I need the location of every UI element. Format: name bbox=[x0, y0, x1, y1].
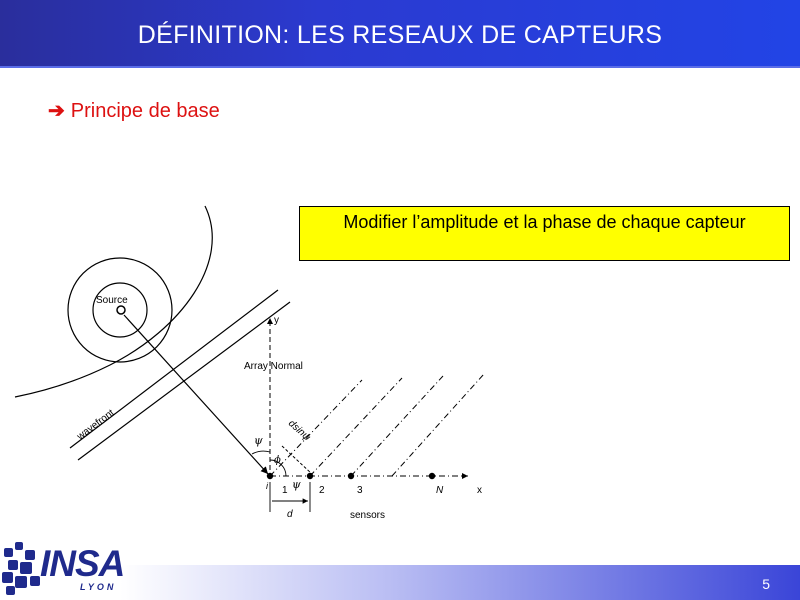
array-normal-label: Array Normal bbox=[244, 361, 303, 372]
sensor-3 bbox=[348, 473, 354, 479]
bullet-item bbox=[48, 98, 220, 123]
wavefront-label: wavefront bbox=[75, 407, 117, 443]
sensor-2 bbox=[307, 473, 313, 479]
psi-angle-arc-top bbox=[252, 451, 270, 454]
bullet-text: Principe de base bbox=[70, 100, 220, 122]
footer-bar bbox=[120, 565, 800, 600]
right-arrow-icon: ➔ bbox=[48, 100, 65, 122]
logo-sub-text: LYON bbox=[80, 582, 117, 592]
source-point bbox=[117, 306, 125, 314]
y-axis-label: y bbox=[274, 315, 279, 326]
page-number: 5 bbox=[762, 576, 770, 592]
sensor-n-label: N bbox=[436, 485, 444, 496]
phi-label: ϕ bbox=[274, 455, 281, 466]
phase-line-3 bbox=[351, 376, 443, 476]
sensor-2-label: 2 bbox=[319, 485, 325, 496]
psi-label-top: ψ bbox=[254, 434, 263, 447]
sensor-array-diagram bbox=[0, 200, 520, 530]
spacing-label: d bbox=[287, 509, 293, 520]
callout-box: Modifier l’amplitude et la phase de chaque capteur bbox=[299, 206, 790, 261]
logo-main-text: INSA bbox=[40, 543, 125, 584]
sensor-3-label: 3 bbox=[357, 485, 363, 496]
phase-line-4 bbox=[392, 374, 484, 476]
phase-line-1 bbox=[270, 380, 362, 476]
slide-title: DÉFINITION: LES RESEAUX DE CAPTEURS bbox=[137, 21, 663, 49]
source-label: Source bbox=[96, 295, 128, 306]
phase-line-2 bbox=[310, 378, 402, 476]
x-axis-label: x bbox=[477, 485, 482, 496]
title-bar bbox=[0, 0, 800, 68]
sensor-n bbox=[429, 473, 435, 479]
psi-label-bottom: ψ bbox=[292, 478, 301, 491]
sensor-1-label: 1 bbox=[282, 485, 288, 496]
path-difference-line bbox=[282, 446, 312, 474]
sensor-1 bbox=[267, 473, 273, 479]
sensors-label: sensors bbox=[350, 510, 386, 521]
propagation-ray bbox=[124, 315, 268, 474]
sensor-i-label: i bbox=[266, 481, 268, 491]
path-difference-label: dsinψ bbox=[285, 418, 313, 444]
